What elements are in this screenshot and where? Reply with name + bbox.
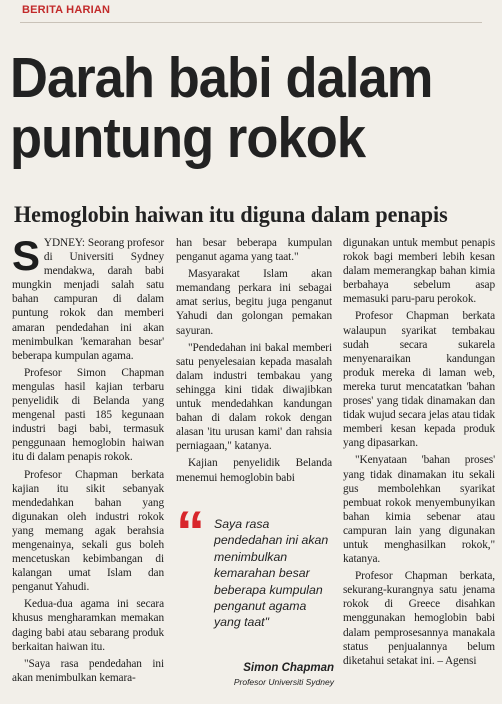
article-paragraph: digunakan untuk membut penapis rokok bagi memberi lebih kesan dalam memerangkap bahan kimia berbahaya sebelum asap memasuki paru-paru perokok.: [343, 237, 495, 306]
masthead-divider: [20, 22, 482, 23]
article-column-3: [343, 236, 495, 671]
quote-mark-icon: “: [176, 500, 205, 565]
article-paragraph: han besar beberapa kumpulan penganut agama yang taat.": [176, 237, 332, 264]
drop-cap: S: [12, 232, 40, 279]
masthead: BERITA HARIAN: [22, 4, 111, 16]
subheadline: Hemoglobin haiwan itu diguna dalam penapis: [14, 202, 448, 227]
article-paragraph: Profesor Chapman berkata walaupun syarikat tembakau sudah secara sukarela menyenaraikan kandungan produk mereka di laman web, mereka turut mencatatkan 'bahan proses' yang tidak dinamakan dan tidak wujud secara jelas atau tidak memberi kesan kepada produk yang dipasarkan.: [343, 310, 495, 450]
pull-quote: [176, 500, 334, 696]
pull-quote-author-role: Profesor Universiti Sydney: [233, 677, 334, 687]
pull-quote-author: Simon Chapman: [243, 662, 334, 674]
article-column-2: [176, 236, 332, 488]
article-paragraph: "Kenyataan 'bahan proses' yang tidak dinamakan itu sekali gus membolehkan syarikat pembuat rokok menyembunyikan bahan kimia sebenar atau campuran lain yang digunakan untuk menghasilkan rokok," katanya.: [343, 454, 495, 566]
article-paragraph: "Pendedahan ini bakal memberi satu penyelesaian kepada masalah dalam industri tembakau yang sehingga kini tidak diwajibkan untuk mendedahkan kandungan bahan di dalam rokok dengan alasan 'itu urusan kami' dan rahsia perniagaan," katanya.: [176, 341, 332, 453]
article-paragraph: Profesor Simon Chapman mengulas hasil kajian terbaru penyelidik di Belanda yang mengenal pasti 185 kegunaan industri bagi babi, termasuk penggunaan hemoglobin haiwan itu di dalam penapis rokok.: [12, 366, 164, 464]
article-paragraph: Profesor Chapman berkata kajian itu sikit sebanyak mendedahkan bahan yang digunakan oleh industri rokok yang memang agak berahsia mengenainya, sekali gus boleh mencetuskan kebimbangan di kalangan umat Islam dan penganut Yahudi.: [12, 468, 164, 594]
headline: Darah babi dalam puntung rokok: [10, 46, 433, 170]
article-paragraph: SYDNEY: Seorang profesor di Universiti Sydney mendakwa, darah babi mungkin menjadi salah satu bahan campuran di dalam puntung rokok dan memberi amaran pendedahan ini akan menimbulkan 'kemarahan besar' beberapa kumpulan agama.: [12, 232, 164, 362]
article-paragraph: Kedua-dua agama ini secara khusus mengharamkan memakan daging babi atau sebarang produk berkaitan haiwan itu.: [12, 598, 164, 653]
article-column-1: [12, 232, 164, 688]
article-paragraph: Profesor Chapman berkata, sekurang-kurangnya satu jenama rokok di Greece disahkan menggunakan hemoglobin babi dalam pemprosesannya manakala status penjualannya belum diketahui setakat ini. – Agensi: [343, 570, 495, 667]
article-paragraph: "Saya rasa pendedahan ini akan menimbulkan kemara-: [12, 657, 164, 684]
article-paragraph: Masyarakat Islam akan memandang perkara ini sebagai amat serius, begitu juga penganut Yahudi dan golongan pemakan sayuran.: [176, 268, 332, 337]
article-paragraph: Kajian penyelidik Belanda menemui hemoglobin babi: [176, 457, 332, 484]
pull-quote-text: Saya rasa pendedahan ini akan menimbulkan kemarahan besar beberapa kumpulan penganut agama yang taat": [214, 517, 329, 630]
